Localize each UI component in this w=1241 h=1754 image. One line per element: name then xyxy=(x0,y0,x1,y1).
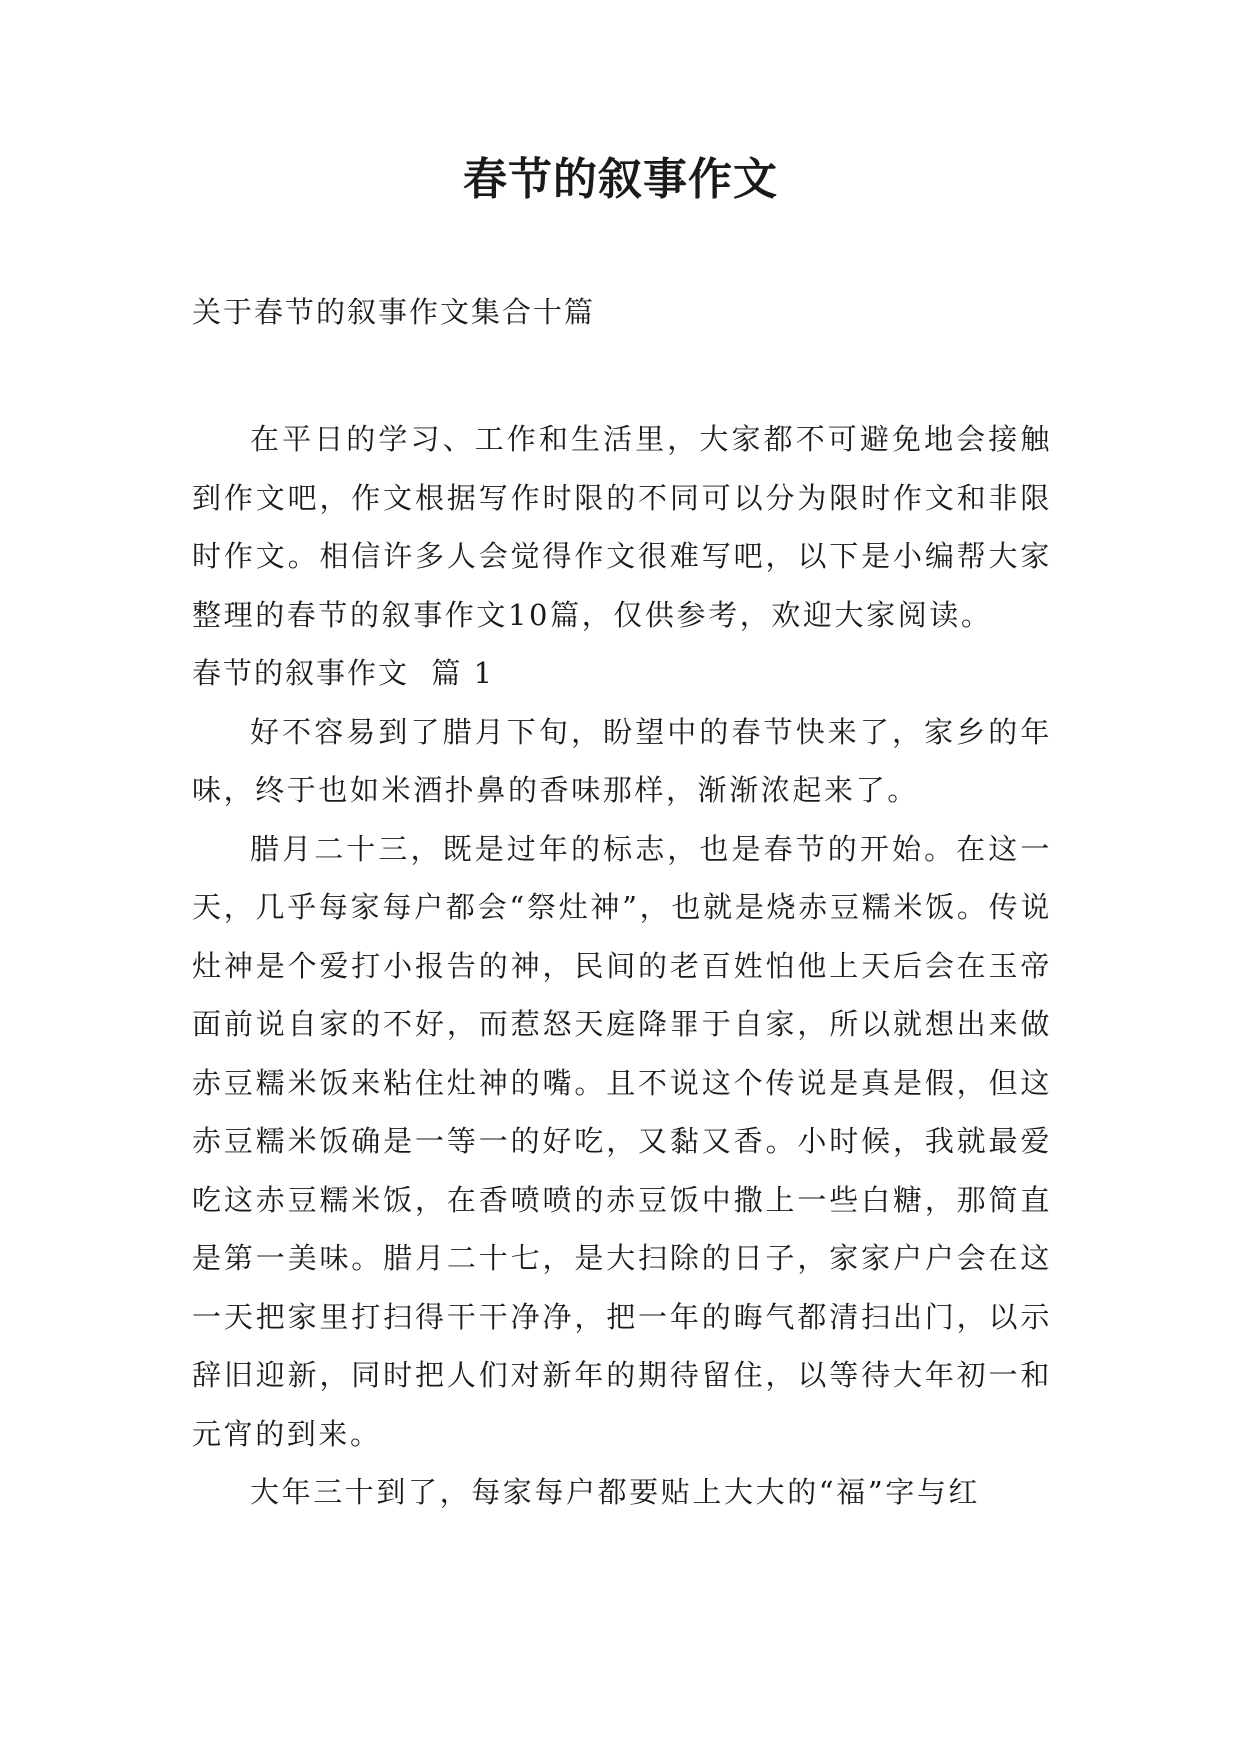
document-subtitle: 关于春节的叙事作文集合十篇 xyxy=(192,295,596,329)
document-title: 春节的叙事作文 xyxy=(463,154,778,205)
section-heading: 春节的叙事作文 篇 1 xyxy=(192,656,495,690)
intro-paragraph: 在平日的学习、工作和生活里，大家都不可避免地会接触到作文吧，作文根据写作时限的不同可以分为限时作文和非限时作文。相信许多人会觉得作文很难写吧，以下是小编帮大家整理的春节的叙事作文10篇，仅供参考，欢迎大家阅读。 xyxy=(192,422,1052,632)
body-paragraph-2: 腊月二十三，既是过年的标志，也是春节的开始。在这一天，几乎每家每户都会“祭灶神”，也就是烧赤豆糯米饭。传说灶神是个爱打小报告的神，民间的老百姓怕他上天后会在玉帝面前说自家的不好，而惹怒天庭降罪于自家，所以就想出来做赤豆糯米饭来粘住灶神的嘴。且不说这个传说是真是假，但这赤豆糯米饭确是一等一的好吃，又黏又香。小时候，我就最爱吃这赤豆糯米饭，在香喷喷的赤豆饭中撒上一些白糖，那简直是第一美味。腊月二十七，是大扫除的日子，家家户户会在这一天把家里打扫得干干净净，把一年的晦气都清扫出门，以示辞旧迎新，同时把人们对新年的期待留住，以等待大年初一和元宵的到来。 xyxy=(192,831,1052,1451)
document-body xyxy=(192,410,1052,1522)
body-paragraph-3: 大年三十到了，每家每户都要贴上大大的“福”字与红 xyxy=(250,1475,981,1509)
body-paragraph-1: 好不容易到了腊月下旬，盼望中的春节快来了，家乡的年味，终于也如米酒扑鼻的香味那样，渐渐浓起来了。 xyxy=(192,714,1052,807)
